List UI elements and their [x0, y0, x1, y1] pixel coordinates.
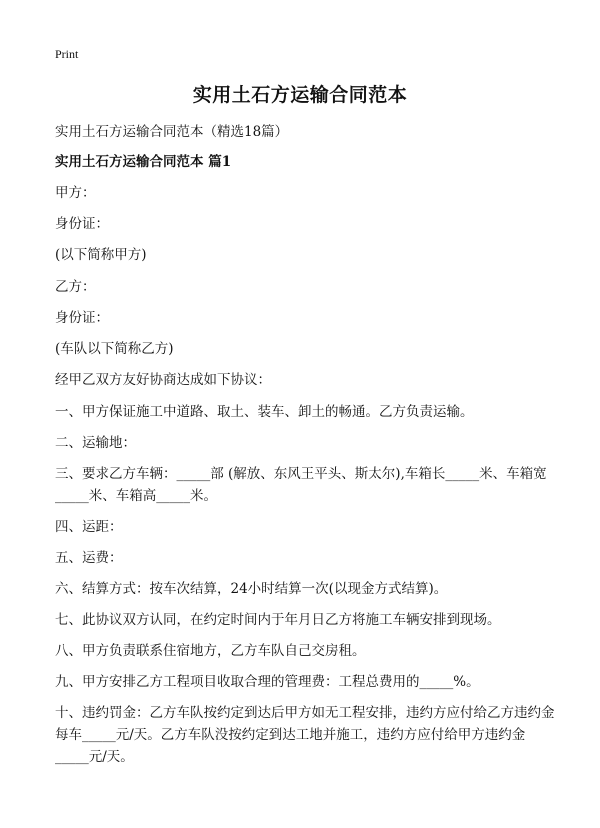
party-a-note: (以下简称甲方) [55, 247, 147, 263]
clause-3: 三、要求乙方车辆：_____部 (解放、东风王平头、斯太尔),车箱长_____米、车箱宽_____米、车箱高_____米。 [55, 466, 547, 504]
party-a-id-line: 身份证： [55, 216, 109, 232]
section-heading: 实用土石方运输合同范本 篇1 [55, 154, 232, 170]
clause-6: 六、结算方式：按车次结算，24小时结算一次(以现金方式结算)。 [55, 581, 448, 597]
clause-1: 一、甲方保证施工中道路、取土、装车、卸土的畅通。乙方负责运输。 [55, 404, 474, 420]
clause-4: 四、运距： [55, 519, 123, 535]
document-subtitle: 实用土石方运输合同范本（精选18篇） [55, 124, 289, 140]
party-b-id-line: 身份证： [55, 310, 109, 326]
clause-5: 五、运费： [55, 550, 123, 566]
clause-9: 九、甲方安排乙方工程项目收取合理的管理费：工程总费用的_____%。 [55, 674, 480, 690]
agreement-intro: 经甲乙双方友好协商达成如下协议： [55, 372, 271, 388]
party-b-note: (车队以下简称乙方) [55, 341, 174, 357]
clause-2: 二、运输地： [55, 435, 136, 451]
clause-10: 十、违约罚金：乙方车队按约定到达后甲方如无工程安排，违约方应付给乙方违约金每车_____元/天。乙方车队没按约定到达工地并施工，违约方应付给甲方违约金_____元/天。 [55, 705, 555, 765]
party-a-line: 甲方： [55, 185, 96, 201]
print-label[interactable]: Print [55, 47, 79, 61]
clause-8: 八、甲方负责联系住宿地方，乙方车队自己交房租。 [55, 643, 366, 659]
document-title: 实用土石方运输合同范本 [192, 84, 408, 106]
party-b-line: 乙方： [55, 279, 96, 295]
clause-7: 七、此协议双方认同，在约定时间内于年月日乙方将施工车辆安排到现场。 [55, 612, 501, 628]
